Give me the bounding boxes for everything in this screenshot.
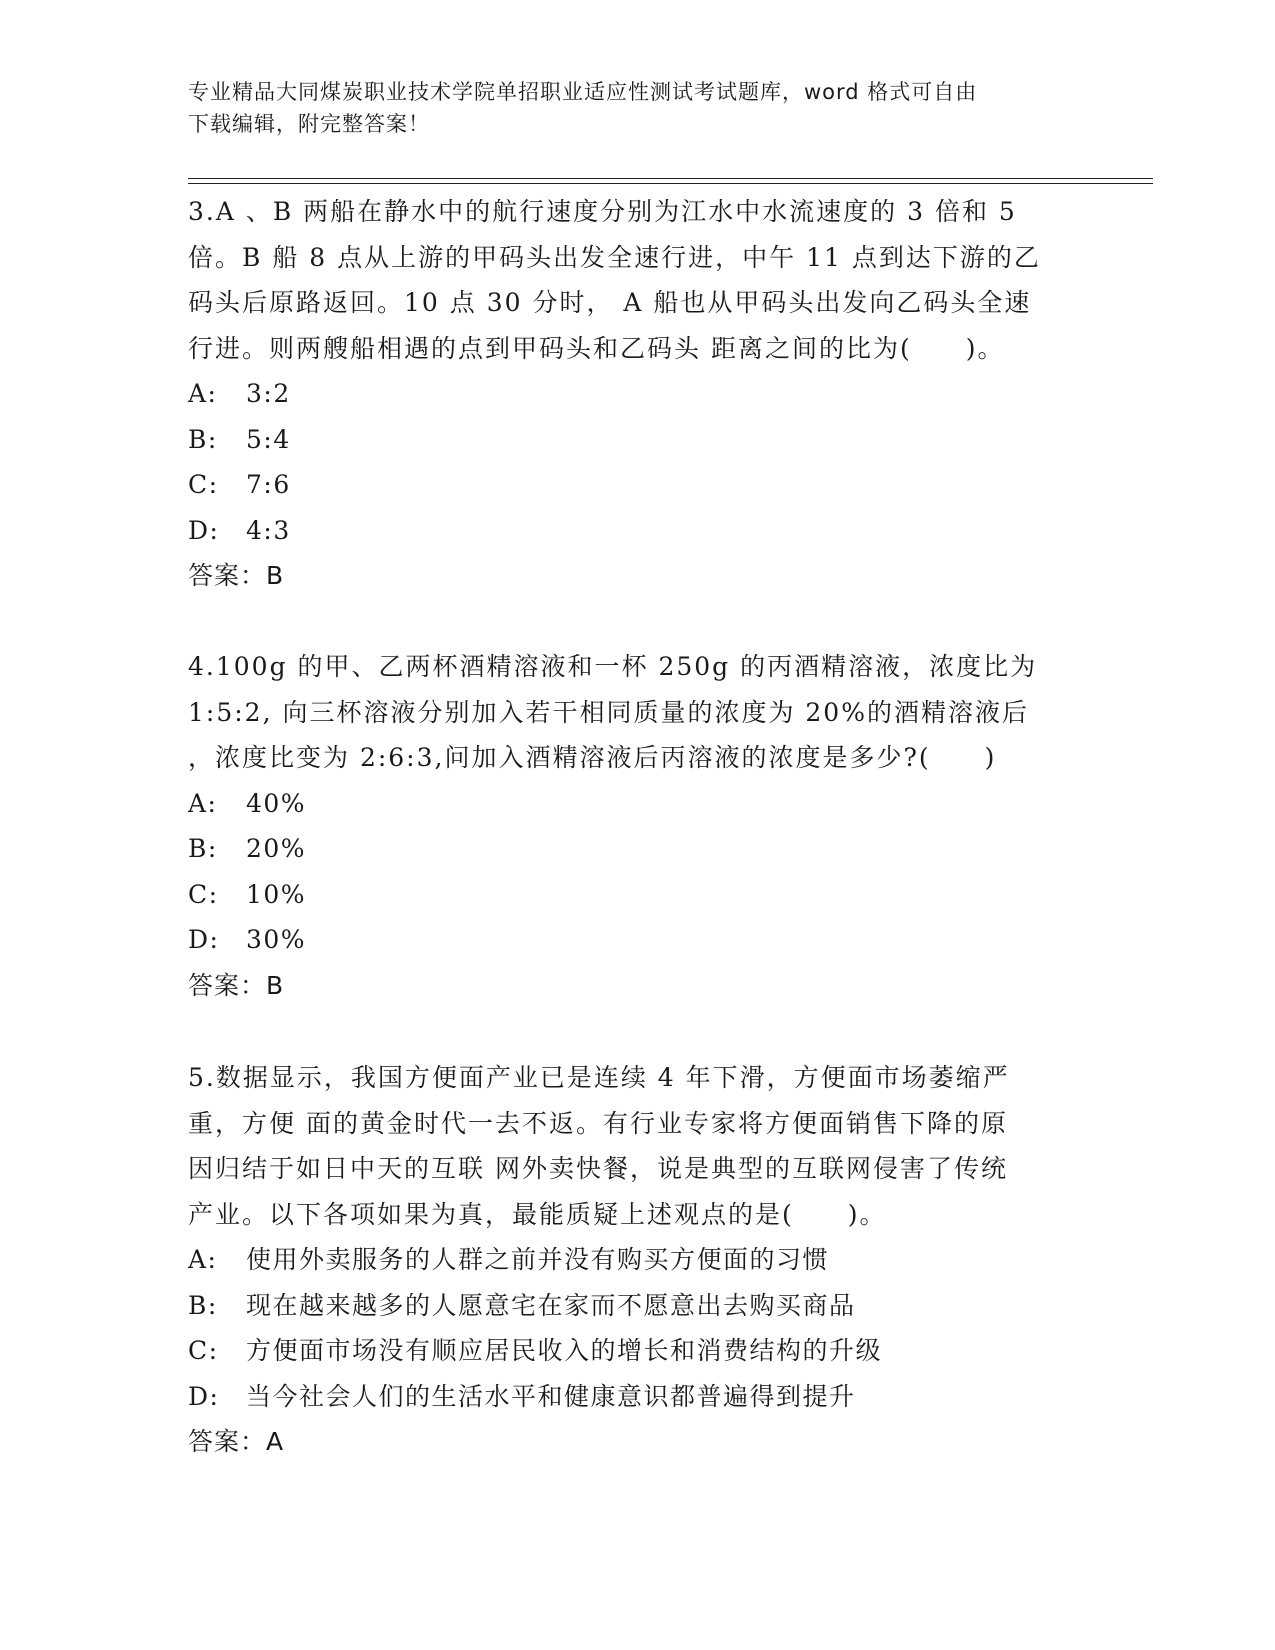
option-letter: B:	[188, 1290, 218, 1320]
option-letter: C:	[188, 1336, 219, 1365]
option-text: 30%	[246, 925, 307, 954]
option-letter: B:	[188, 834, 218, 863]
option-d	[188, 1374, 1088, 1420]
question-line: 因归结于如日中天的互联 网外卖快餐，说是典型的互联网侵害了传统	[188, 1154, 1008, 1183]
option-c	[188, 462, 1088, 508]
header-line: 下载编辑，附完整答案！	[188, 112, 430, 136]
option-text: 方便面市场没有顺应居民收入的增长和消费结构的升级	[246, 1336, 883, 1365]
question-line: 3.A 、B 两船在静水中的航行速度分别为江水中水流速度的 3 倍和 5	[188, 197, 1017, 226]
option-letter: D:	[188, 1381, 220, 1411]
option-letter: D:	[188, 925, 220, 954]
question-line: 产业。以下各项如果为真，最能质疑上述观点的是( )。	[188, 1199, 887, 1229]
question-line: 1:5:2, 向三杯溶液分别加入若干相同质量的浓度为 20%的酒精溶液后	[188, 697, 1029, 727]
option-text: 20%	[246, 834, 307, 863]
option-b	[188, 417, 1088, 463]
option-list	[188, 1237, 1088, 1419]
question-line: 倍。B 船 8 点从上游的甲码头出发全速行进，中午 11 点到达下游的乙	[188, 242, 1041, 272]
header-line: 专业精品大同煤炭职业技术学院单招职业适应性测试考试题库，word 格式可自由	[188, 80, 978, 104]
option-list	[188, 781, 1088, 963]
question-line: 行进。则两艘船相遇的点到甲码头和乙码头 距离之间的比为( )。	[188, 333, 1005, 363]
question-block	[188, 189, 1088, 599]
option-text: 5:4	[246, 424, 291, 454]
option-a	[188, 781, 1088, 827]
option-letter: C:	[188, 470, 219, 499]
question-text	[188, 189, 1088, 371]
question-text	[188, 644, 1088, 781]
option-letter: D:	[188, 515, 220, 545]
option-b	[188, 1283, 1088, 1329]
question-line: 5.数据显示，我国方便面产业已是连续 4 年下滑，方便面市场萎缩严	[188, 1063, 1010, 1092]
option-text: 7:6	[246, 470, 291, 499]
option-d	[188, 917, 1088, 963]
question-line: 重，方便 面的黄金时代一去不返。有行业专家将方便面销售下降的原	[188, 1108, 1008, 1138]
question-line: 4.100g 的甲、乙两杯酒精溶液和一杯 250g 的丙酒精溶液，浓度比为	[188, 652, 1038, 681]
option-letter: A:	[188, 379, 218, 408]
option-b	[188, 826, 1088, 872]
option-d	[188, 508, 1088, 554]
option-letter: A:	[188, 1245, 218, 1274]
question-text	[188, 1055, 1088, 1237]
option-text: 现在越来越多的人愿意宅在家而不愿意出去购买商品	[246, 1290, 856, 1320]
option-text: 4:3	[246, 515, 291, 545]
option-a	[188, 1237, 1088, 1283]
question-line: 码头后原路返回。10 点 30 分时， A 船也从甲码头出发向乙码头全速	[188, 288, 1032, 317]
header-divider-line	[188, 178, 1153, 179]
option-letter: B:	[188, 424, 218, 454]
option-text: 当今社会人们的生活水平和健康意识都普遍得到提升	[246, 1381, 856, 1411]
option-c	[188, 1328, 1088, 1374]
option-text: 40%	[246, 788, 307, 818]
question-block	[188, 1055, 1088, 1465]
option-text: 3:2	[246, 379, 291, 408]
answer-line: 答案：B	[188, 970, 285, 1000]
option-list	[188, 371, 1088, 553]
option-c	[188, 872, 1088, 918]
header-divider-line	[188, 183, 1153, 184]
answer-line: 答案：B	[188, 561, 285, 590]
option-letter: A:	[188, 788, 218, 818]
question-block	[188, 644, 1088, 1008]
answer-line: 答案：A	[188, 1427, 285, 1456]
document-header	[188, 76, 1088, 140]
option-text: 10%	[246, 879, 307, 909]
question-line: ，浓度比变为 2:6:3,问加入酒精溶液后丙溶液的浓度是多少?( )	[188, 743, 997, 772]
option-text: 使用外卖服务的人群之前并没有购买方便面的习惯	[246, 1245, 830, 1274]
option-a	[188, 371, 1088, 417]
option-letter: C:	[188, 879, 219, 909]
